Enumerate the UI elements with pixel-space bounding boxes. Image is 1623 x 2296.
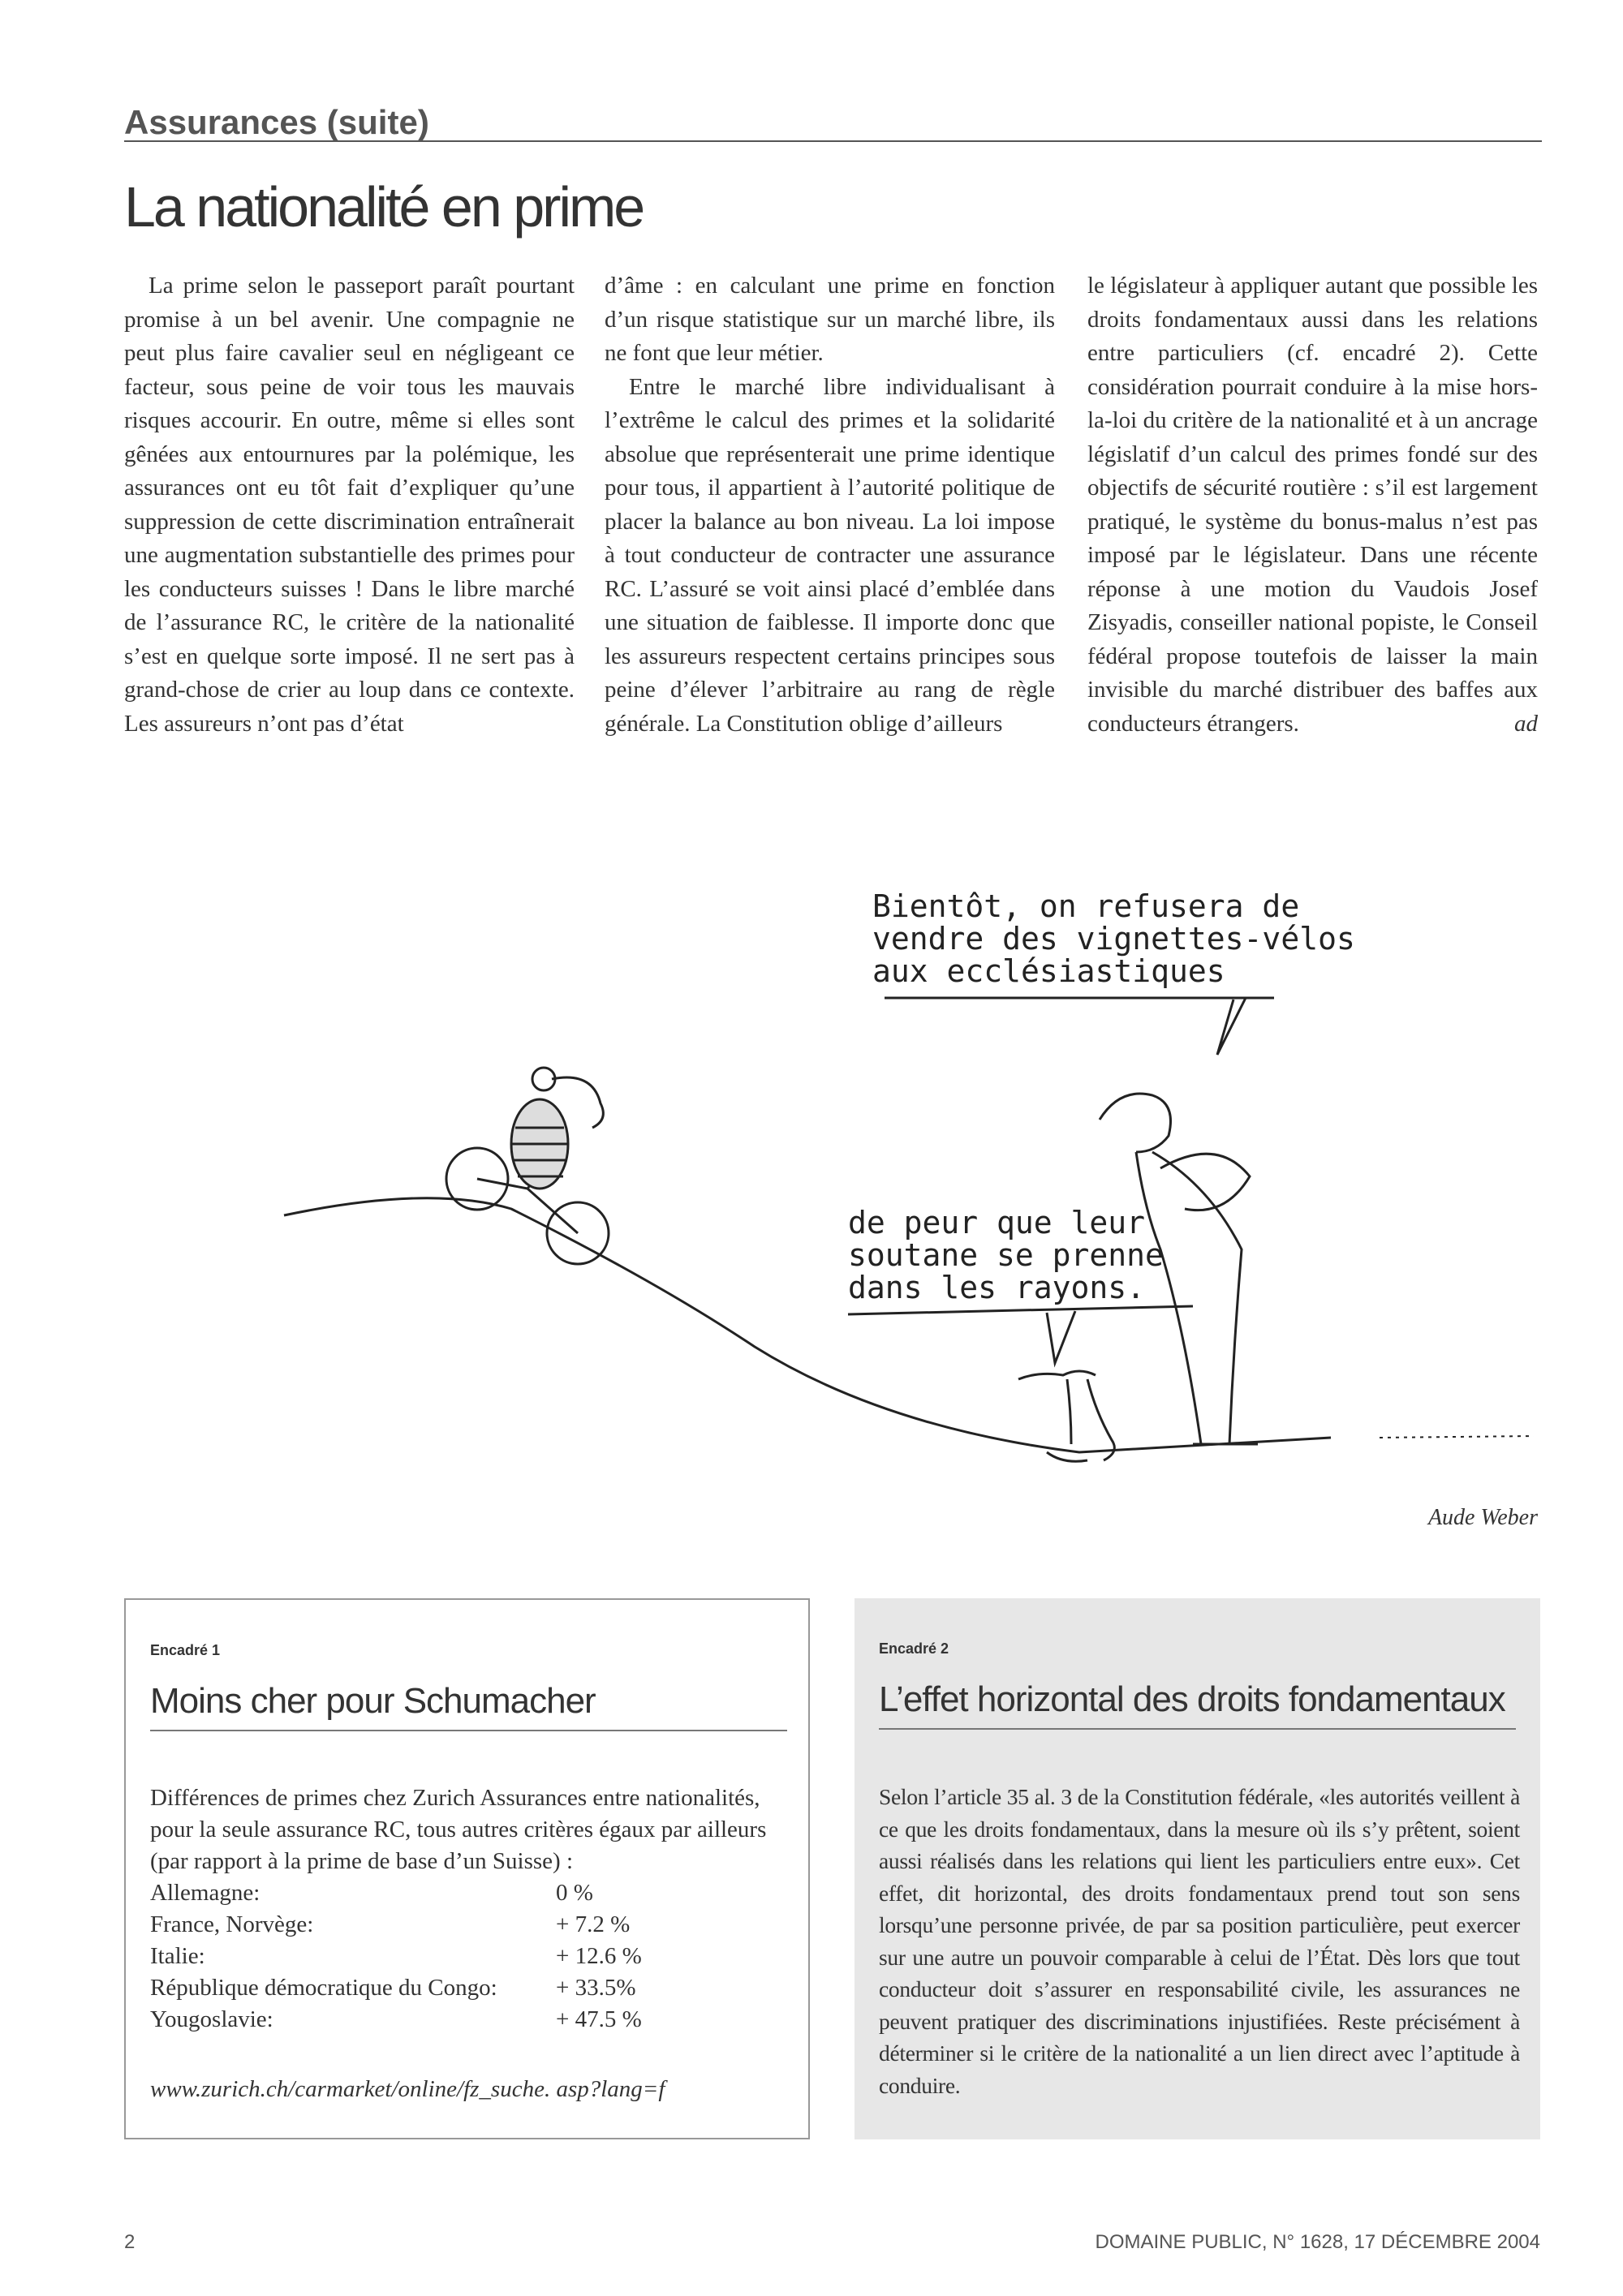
bubble-2-line-2: soutane se prenne — [848, 1237, 1164, 1273]
section-header — [124, 104, 1542, 142]
publication-footer: DOMAINE PUBLIC, N° 1628, 17 DÉCEMBRE 2004 — [1095, 2231, 1540, 2253]
country-name: France, Norvège: — [150, 1911, 314, 1937]
article-column-2 — [605, 269, 1055, 741]
sidebar-box-1 — [124, 1598, 810, 2139]
table-row — [150, 1909, 775, 1941]
country-name: Allemagne: — [150, 1880, 260, 1906]
box-1-label: Encadré 1 — [150, 1642, 221, 1658]
article-headline: La nationalité en prime — [124, 175, 644, 239]
premium-difference: + 47.5 % — [556, 2006, 642, 2032]
column-3-text: le législateur à appliquer autant que possible les droits fondamentaux aussi dans les relations entre particuliers (cf. encadré 2). Cette considération pourrait conduire à la mise hors-la-loi du critère de la nationalité et à un ancrage législatif d’un calcul des primes fondé sur des objectifs de sécurité routière : s’il est largement pratiqué, le système du bonus-malus n’est pas imposé par le législateur. Dans une récente réponse à une motion du Vaudois Josef Zisyadis, conseiller national popiste, le Conseil fédéral propose toutefois de laisser la main invisible du marché distribuer des baffes aux conducteurs étrangers. — [1087, 273, 1538, 737]
box-2-body: Selon l’article 35 al. 3 de la Constitution fédérale, «les autorités veillent à ce que les droits fondamentaux, dans la mesure où ils s’y prêtent, soient aussi réalisés dans les relations qui lient les particuliers entre eux». Cet effet, dit horizontal, des droits fondamentaux prend tout son sens lorsqu’une personne privée, de par sa position particulière, peut exercer sur une autre un pouvoir comparable à celui de l’État. Dès lors que tout conducteur doit s’assurer en responsabilité civile, les assurances ne peuvent pratiquer des discriminations injustifiées. Reste précisément à déterminer si le critère de la nationalité a un lien direct avec l’aptitude à conduire. — [879, 1784, 1520, 2098]
dog — [1018, 1371, 1114, 1461]
premium-difference: 0 % — [556, 1880, 593, 1906]
country-name: Italie: — [150, 1943, 205, 1969]
hill-line — [284, 1198, 1331, 1452]
page-number: 2 — [124, 2231, 136, 2253]
table-row — [150, 1877, 775, 1909]
article-column-3 — [1087, 269, 1538, 741]
box-1-body — [150, 1782, 775, 2036]
box-2-label: Encadré 2 — [879, 1640, 949, 1657]
bubble-2-line-3: dans les rayons. — [848, 1270, 1146, 1305]
bubble-2-line-1: de peur que leur — [848, 1205, 1146, 1240]
table-row — [150, 1972, 775, 2004]
column-3-paragraph — [1087, 269, 1538, 741]
article-column-1 — [124, 269, 575, 741]
column-2-paragraph-2: Entre le marché libre individualisant à l’extrême le calcul des primes et la solidarité absolue que représenterait une prime identique pour tous, il appartient à l’autorité politique de placer la balance au bon niveau. La loi impose à tout conducteur de contracter une assurance RC. L’assuré se voit ainsi placé d’emblée dans une situation de faiblesse. Il importe donc que les assureurs respectent certains principes sous peine d’élever l’arbitraire au rang de règle générale. La Constitution oblige d’ailleurs — [605, 373, 1055, 737]
premium-difference: + 7.2 % — [556, 1911, 631, 1937]
bubble-1-tail — [1217, 998, 1246, 1055]
bubble-1-line-2: vendre des vignettes-vélos — [872, 921, 1355, 957]
table-row — [150, 2004, 775, 2036]
column-2-paragraph-1: d’âme : en calculant une prime en fonction d’un risque statistique sur un marché libre, ils ne font que leur métier. — [605, 273, 1055, 366]
column-1-paragraph: La prime selon le passeport paraît pourtant promise à un bel avenir. Une compagnie ne peut plus faire cavalier seul en négligeant ce facteur, sous peine de voir tous les mauvais risques accourir. En outre, même si elles sont gênées aux entournures par la polémique, les assurances ont eu tôt fait d’expliquer qu’une suppression de cette discrimination entraînerait une augmentation substantielle des primes pour les conducteurs suisses ! Dans le libre marché de l’assurance RC, le critère de la nationalité s’est en quelque sorte imposé. Il ne sert pas à grand-chose de crier au loup dans ce contexte. Les assureurs n’ont pas d’état — [124, 273, 575, 737]
premium-difference: + 12.6 % — [556, 1943, 642, 1969]
bubble-1-line-3: aux ecclésiastiques — [872, 953, 1225, 989]
table-row — [150, 1941, 775, 1972]
source-link[interactable]: www.zurich.ch/carmarket/online/fz_suche. asp?lang=f — [150, 2076, 665, 2102]
section-title: Assurances (suite) — [124, 103, 429, 141]
sidebar-box-2 — [855, 1598, 1540, 2139]
bubble-1-line-1: Bientôt, on refusera de — [872, 888, 1300, 924]
author-signature: ad — [1514, 710, 1538, 737]
ground-line — [1380, 1436, 1534, 1438]
bubble-2-tail — [1047, 1311, 1075, 1363]
country-name: République démocratique du Congo: — [150, 1975, 497, 2001]
box-2-title: L’effet horizontal des droits fondamentaux — [879, 1679, 1516, 1730]
bubble-2-line — [848, 1306, 1193, 1314]
cartoon-illustration — [268, 828, 1534, 1525]
box-1-intro: Différences de primes chez Zurich Assurances entre nationalités, pour la seule assurance RC, tous autres critères égaux par ailleurs (par rapport à la prime de base d’un Suisse) : — [150, 1785, 767, 1874]
country-name: Yougoslavie: — [150, 2006, 273, 2032]
cyclist-priest — [446, 1068, 609, 1264]
cartoon-credit: Aude Weber — [1427, 1505, 1538, 1530]
premium-difference: + 33.5% — [556, 1975, 636, 2001]
box-1-title: Moins cher pour Schumacher — [150, 1681, 787, 1731]
